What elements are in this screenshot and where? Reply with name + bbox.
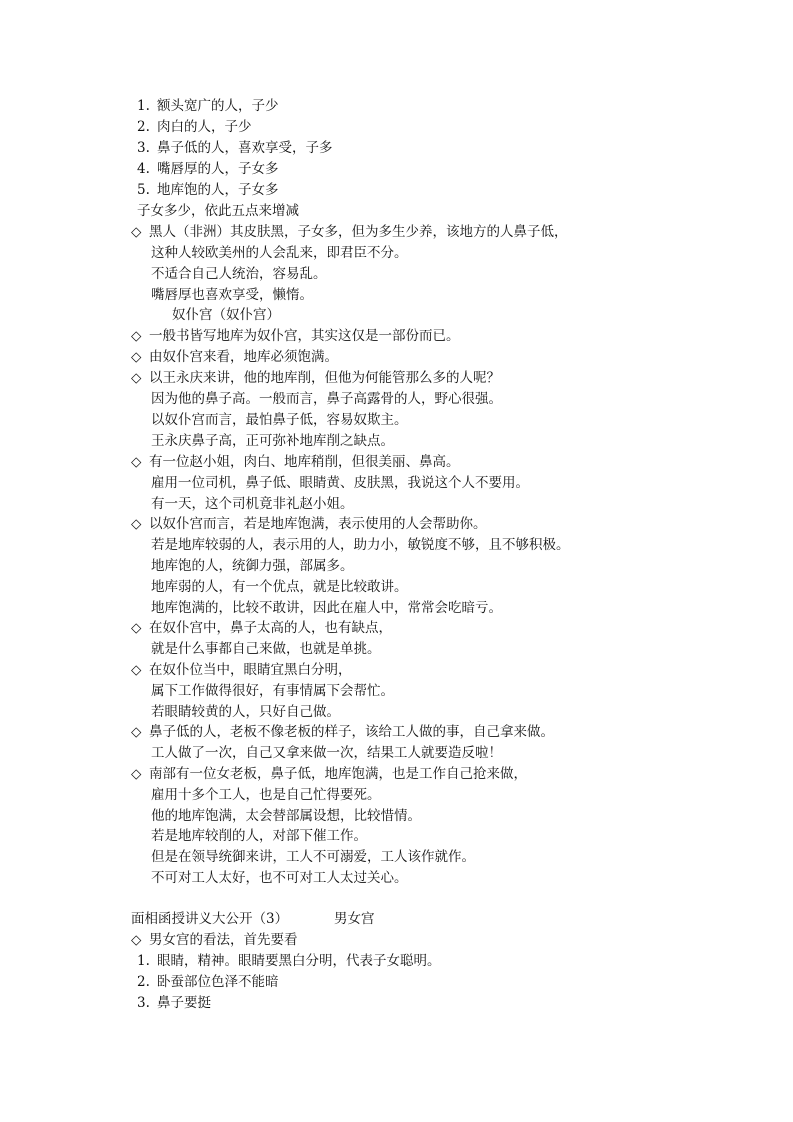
list-item [137, 951, 441, 971]
bullet-continuation: 若是地库较弱的人，表示用的人，助力小，敏锐度不够，且不够积极。 [151, 537, 570, 553]
list-text: 鼻子低的人，喜欢享受，子多 [157, 140, 333, 156]
list-text: 眼睛，精神。眼睛要黑白分明，代表子女聪明。 [157, 953, 441, 969]
bullet-continuation: 地库饱满的，比较不敢讲，因此在雇人中，常常会吃暗亏。 [151, 600, 502, 616]
list-text: 额头宽广的人，子少 [157, 98, 279, 114]
bullet-continuation: 以奴仆宫而言，最怕鼻子低，容易奴欺主。 [151, 412, 408, 428]
bullet-continuation: 雇用一位司机，鼻子低、眼睛黄、皮肤黑，我说这个人不要用。 [151, 475, 529, 491]
section-title: 面相函授讲义大公开（3） [131, 911, 289, 927]
bullet-continuation: 工人做了一次，自己又拿来做一次，结果工人就要造反啦！ [151, 745, 502, 761]
section-subtitle: 男女宫 [334, 911, 375, 927]
list-item [137, 180, 279, 200]
list-text: 嘴唇厚的人，子女多 [157, 161, 279, 177]
diamond-bullet-icon: ◇ [131, 224, 142, 240]
list-text: 地库饱的人，子女多 [157, 182, 279, 198]
bullet-item [131, 930, 298, 950]
bullet-continuation: 他的地库饱满，太会替部属设想，比较惜情。 [151, 808, 421, 824]
bullet-text: 以奴仆宫而言，若是地库饱满，表示使用的人会帮助你。 [149, 516, 487, 532]
bullet-item [131, 514, 487, 534]
bullet-item [131, 347, 338, 367]
bullet-item [131, 222, 568, 242]
bullet-continuation: 不适合自己人统治，容易乱。 [151, 266, 327, 282]
bullet-continuation: 就是什么事都自己来做，也就是单挑。 [151, 641, 381, 657]
list-text: 卧蚕部位色泽不能暗 [157, 974, 279, 990]
list-text: 鼻子要挺 [157, 995, 211, 1011]
bullet-text: 鼻子低的人，老板不像老板的样子，该给工人做的事，自己拿来做。 [149, 724, 554, 740]
bullet-text: 在奴仆位当中，眼睛宜黑白分明， [149, 662, 352, 678]
bullet-continuation: 不可对工人太好，也不可对工人太过关心。 [151, 870, 408, 886]
bullet-text: 在奴仆宫中，鼻子太高的人，也有缺点， [149, 620, 392, 636]
diamond-bullet-icon: ◇ [131, 370, 142, 386]
diamond-bullet-icon: ◇ [131, 454, 142, 470]
list-number: 1. [137, 98, 150, 114]
list-number: 3. [137, 995, 150, 1011]
bullet-continuation: 若是地库较削的人，对部下催工作。 [151, 828, 367, 844]
bullet-continuation: 但是在领导统御来讲，工人不可溺爱，工人该作就作。 [151, 849, 475, 865]
bullet-text: 男女宫的看法，首先要看 [149, 932, 298, 948]
bullet-text: 有一位赵小姐，肉白、地库稍削，但很美丽、鼻高。 [149, 454, 460, 470]
bullet-text: 以王永庆来讲，他的地库削，但他为何能管那么多的人呢？ [149, 370, 500, 386]
list-text: 肉白的人，子少 [157, 119, 252, 135]
diamond-bullet-icon: ◇ [131, 620, 142, 636]
bullet-continuation: 因为他的鼻子高。一般而言，鼻子高露骨的人，野心很强。 [151, 391, 502, 407]
section-heading: 奴仆宫（奴仆宫） [172, 307, 280, 323]
diamond-bullet-icon: ◇ [131, 662, 142, 678]
bullet-continuation: 嘴唇厚也喜欢享受，懒惰。 [151, 287, 313, 303]
bullet-continuation: 属下工作做得很好，有事情属下会帮忙。 [151, 683, 394, 699]
bullet-item [131, 722, 554, 742]
bullet-item [131, 764, 527, 784]
bullet-item [131, 326, 460, 346]
list-number: 2. [137, 119, 150, 135]
bullet-item [131, 660, 352, 680]
list-item [137, 972, 279, 992]
diamond-bullet-icon: ◇ [131, 932, 142, 948]
summary-text: 子女多少，依此五点来增减 [137, 203, 299, 219]
list-number: 5. [137, 182, 150, 198]
diamond-bullet-icon: ◇ [131, 516, 142, 532]
list-item [137, 96, 279, 116]
bullet-item [131, 618, 392, 638]
bullet-text: 南部有一位女老板，鼻子低，地库饱满，也是工作自己抢来做， [149, 766, 527, 782]
list-item [137, 117, 252, 137]
list-item [137, 159, 279, 179]
bullet-continuation: 有一天，这个司机竟非礼赵小姐。 [151, 496, 354, 512]
diamond-bullet-icon: ◇ [131, 328, 142, 344]
list-item [137, 993, 211, 1013]
diamond-bullet-icon: ◇ [131, 766, 142, 782]
bullet-continuation: 若眼睛较黄的人，只好自己做。 [151, 704, 340, 720]
bullet-text: 一般书皆写地库为奴仆宫，其实这仅是一部份而已。 [149, 328, 460, 344]
bullet-continuation: 雇用十多个工人，也是自己忙得要死。 [151, 787, 381, 803]
list-number: 3. [137, 140, 150, 156]
bullet-item [131, 368, 500, 388]
list-item [137, 138, 333, 158]
diamond-bullet-icon: ◇ [131, 724, 142, 740]
bullet-text: 黑人（非洲）其皮肤黑，子女多，但为多生少养，该地方的人鼻子低， [149, 224, 568, 240]
list-number: 2. [137, 974, 150, 990]
bullet-continuation: 地库饱的人，统御力强，部属多。 [151, 558, 354, 574]
bullet-continuation: 这种人较欧美州的人会乱来，即君臣不分。 [151, 245, 408, 261]
diamond-bullet-icon: ◇ [131, 349, 142, 365]
bullet-text: 由奴仆宫来看，地库必须饱满。 [149, 349, 338, 365]
bullet-item [131, 452, 460, 472]
list-number: 4. [137, 161, 150, 177]
list-number: 1. [137, 953, 150, 969]
bullet-continuation: 王永庆鼻子高，正可弥补地库削之缺点。 [151, 433, 394, 449]
bullet-continuation: 地库弱的人，有一个优点，就是比较敢讲。 [151, 579, 408, 595]
